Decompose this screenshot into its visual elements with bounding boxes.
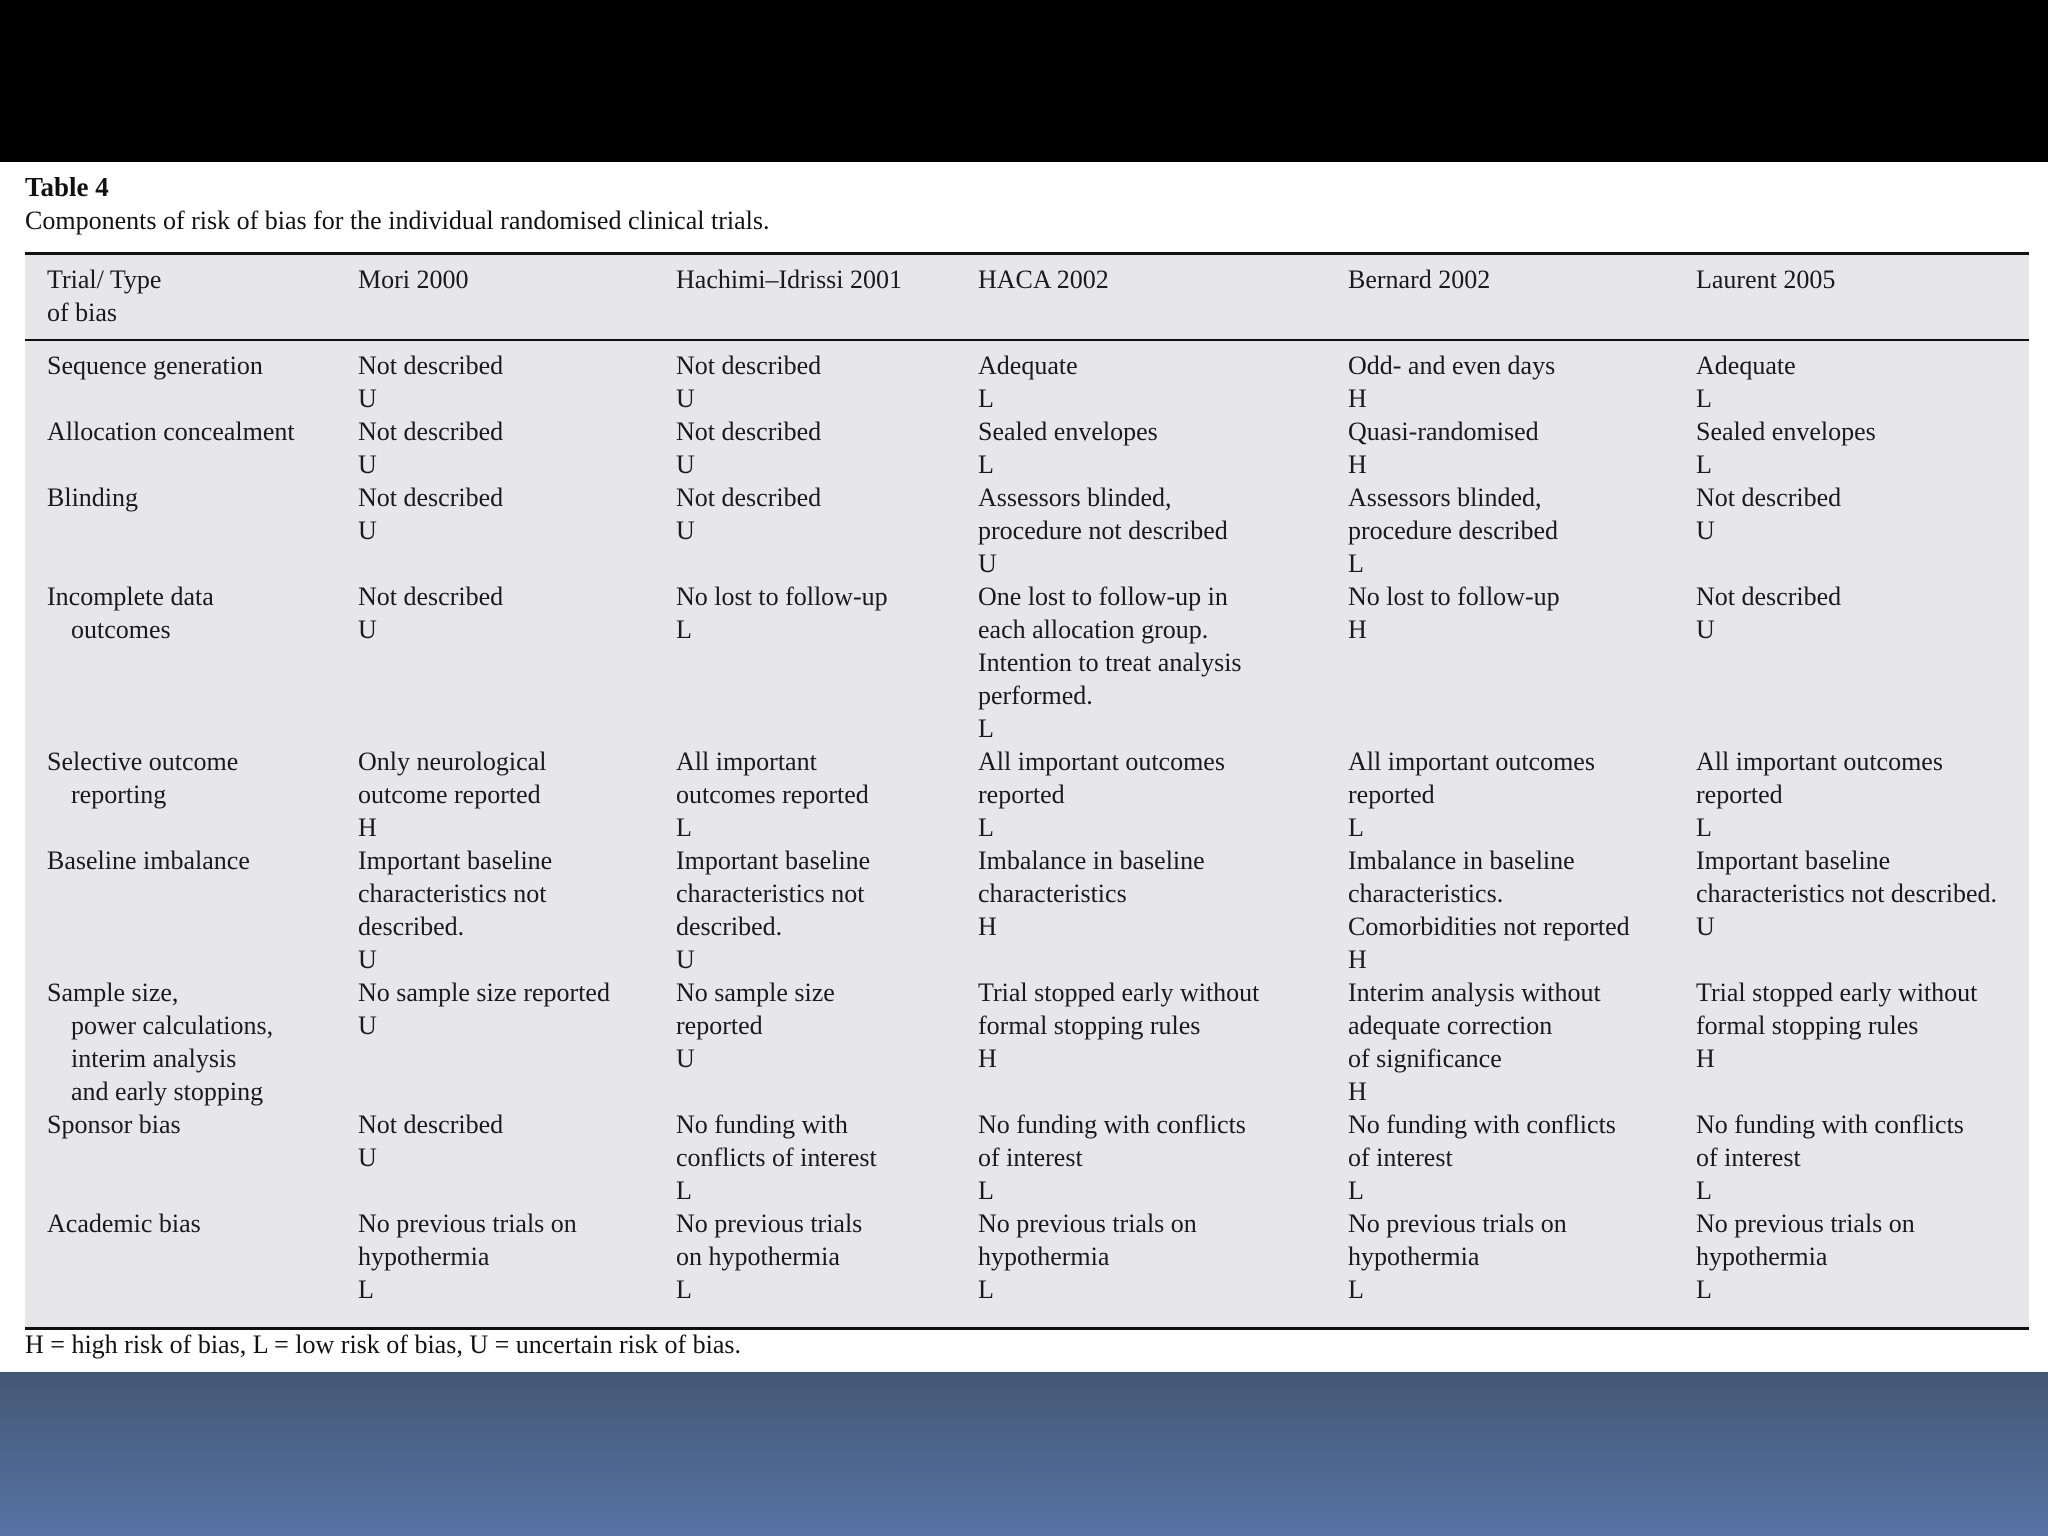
- assessment-text: each allocation group.: [978, 615, 1209, 644]
- assessment-cell: [956, 1108, 1326, 1207]
- assessment-text: No previous trials on: [978, 1209, 1197, 1238]
- column-header-text: Bernard 2002: [1348, 265, 1491, 294]
- assessment-text: reported: [1696, 780, 1783, 809]
- table-label: Table 4: [25, 172, 109, 202]
- bias-type-label: reporting: [71, 780, 167, 809]
- assessment-text: characteristics not: [358, 879, 547, 908]
- table-row: [25, 976, 2029, 1108]
- assessment-cell: [956, 976, 1326, 1108]
- assessment-text: described.: [358, 912, 465, 941]
- assessment-text: Assessors blinded,: [1348, 483, 1542, 512]
- column-header-text: Trial/ Type: [47, 265, 162, 294]
- bias-type-label: interim analysis: [71, 1044, 237, 1073]
- assessment-text: Adequate: [1696, 351, 1796, 380]
- risk-grade: L: [978, 714, 994, 743]
- bias-type-label: Sequence generation: [47, 351, 263, 380]
- assessment-text: No sample size reported: [358, 978, 610, 1007]
- table-row: [25, 415, 2029, 481]
- bottom-gradient-band: [0, 1372, 2048, 1536]
- assessment-cell: [654, 976, 956, 1108]
- assessment-text: characteristics.: [1348, 879, 1504, 908]
- assessment-text: Important baseline: [1696, 846, 1891, 875]
- risk-of-bias-table: [25, 255, 2029, 1306]
- assessment-text: Imbalance in baseline: [978, 846, 1205, 875]
- risk-grade: L: [978, 813, 994, 842]
- assessment-text: No sample size: [676, 978, 835, 1007]
- assessment-cell: [1326, 340, 1674, 415]
- assessment-cell: [336, 976, 654, 1108]
- risk-of-bias-table-container: [25, 252, 2029, 1330]
- column-header: [956, 255, 1326, 340]
- table-footnote: H = high risk of bias, L = low risk of bias, U = uncertain risk of bias.: [25, 1330, 742, 1359]
- assessment-text: reported: [978, 780, 1065, 809]
- bias-type-cell: [25, 745, 336, 844]
- column-header: [336, 255, 654, 340]
- bias-type-label: Incomplete data: [47, 582, 214, 611]
- assessment-text: procedure not described: [978, 516, 1228, 545]
- bias-type-label: Baseline imbalance: [47, 846, 250, 875]
- assessment-text: adequate correction: [1348, 1011, 1553, 1040]
- risk-grade: L: [676, 1176, 692, 1205]
- top-black-band: [0, 0, 2048, 162]
- assessment-text: No funding with: [676, 1110, 848, 1139]
- assessment-cell: [654, 415, 956, 481]
- assessment-text: characteristics: [978, 879, 1127, 908]
- risk-grade: L: [978, 450, 994, 479]
- assessment-cell: [1674, 481, 2029, 580]
- risk-grade: U: [676, 945, 695, 974]
- assessment-text: hypothermia: [978, 1242, 1110, 1271]
- assessment-text: No previous trials on: [1348, 1209, 1567, 1238]
- assessment-text: All important outcomes: [978, 747, 1225, 776]
- risk-grade: H: [978, 912, 997, 941]
- bias-type-label: Sample size,: [47, 978, 179, 1007]
- risk-grade: U: [676, 516, 695, 545]
- table-row: [25, 745, 2029, 844]
- bias-type-cell: [25, 481, 336, 580]
- column-header: [654, 255, 956, 340]
- assessment-cell: [336, 844, 654, 976]
- assessment-text: Only neurological: [358, 747, 547, 776]
- column-header-text: Laurent 2005: [1696, 265, 1836, 294]
- risk-grade: U: [676, 450, 695, 479]
- assessment-text: Intention to treat analysis: [978, 648, 1242, 677]
- table-row: [25, 580, 2029, 745]
- assessment-cell: [1326, 745, 1674, 844]
- risk-grade: L: [978, 384, 994, 413]
- assessment-cell: [336, 415, 654, 481]
- assessment-cell: [956, 1207, 1326, 1306]
- risk-grade: L: [1348, 549, 1364, 578]
- assessment-text: Not described: [676, 483, 822, 512]
- bias-type-cell: [25, 976, 336, 1108]
- risk-grade: U: [676, 1044, 695, 1073]
- assessment-cell: [1674, 580, 2029, 745]
- bias-type-cell: [25, 415, 336, 481]
- assessment-cell: [336, 340, 654, 415]
- risk-grade: L: [1348, 1176, 1364, 1205]
- risk-grade: U: [358, 945, 377, 974]
- assessment-cell: [1674, 415, 2029, 481]
- risk-grade: L: [1696, 450, 1712, 479]
- assessment-cell: [654, 580, 956, 745]
- column-header: [25, 255, 336, 340]
- bias-type-label: Blinding: [47, 483, 139, 512]
- table-caption: Components of risk of bias for the individual randomised clinical trials.: [25, 206, 770, 235]
- assessment-text: performed.: [978, 681, 1093, 710]
- risk-grade: H: [1696, 1044, 1715, 1073]
- risk-grade: U: [358, 1143, 377, 1172]
- assessment-text: Not described: [358, 417, 504, 446]
- risk-grade: U: [1696, 516, 1715, 545]
- risk-grade: U: [358, 615, 377, 644]
- assessment-text: described.: [676, 912, 783, 941]
- risk-grade: U: [358, 384, 377, 413]
- assessment-cell: [1326, 1207, 1674, 1306]
- assessment-text: of interest: [978, 1143, 1083, 1172]
- assessment-cell: [1674, 1108, 2029, 1207]
- assessment-text: Sealed envelopes: [1696, 417, 1876, 446]
- risk-grade: L: [1696, 384, 1712, 413]
- assessment-text: No funding with conflicts: [1696, 1110, 1964, 1139]
- assessment-cell: [336, 580, 654, 745]
- assessment-cell: [956, 415, 1326, 481]
- risk-grade: L: [978, 1176, 994, 1205]
- table-header-row: [25, 255, 2029, 340]
- table-row: [25, 844, 2029, 976]
- risk-grade: H: [358, 813, 377, 842]
- bias-type-label: Allocation concealment: [47, 417, 295, 446]
- bias-type-label: power calculations,: [71, 1011, 274, 1040]
- assessment-cell: [956, 340, 1326, 415]
- risk-grade: U: [978, 549, 997, 578]
- assessment-text: Not described: [676, 351, 822, 380]
- risk-grade: L: [1348, 1275, 1364, 1304]
- risk-grade: L: [1696, 1275, 1712, 1304]
- assessment-text: hypothermia: [1348, 1242, 1480, 1271]
- assessment-text: Not described: [676, 417, 822, 446]
- bias-type-label: and early stopping: [71, 1077, 264, 1106]
- assessment-text: All important: [676, 747, 817, 776]
- assessment-cell: [1674, 976, 2029, 1108]
- assessment-text: reported: [676, 1011, 763, 1040]
- risk-grade: L: [358, 1275, 374, 1304]
- assessment-cell: [336, 745, 654, 844]
- assessment-text: Not described: [1696, 582, 1842, 611]
- column-header-text: Hachimi–Idrissi 2001: [676, 265, 903, 294]
- assessment-text: Adequate: [978, 351, 1078, 380]
- assessment-cell: [654, 745, 956, 844]
- assessment-cell: [654, 844, 956, 976]
- bias-type-cell: [25, 844, 336, 976]
- bias-type-label: Sponsor bias: [47, 1110, 181, 1139]
- assessment-cell: [654, 1207, 956, 1306]
- assessment-text: All important outcomes: [1696, 747, 1943, 776]
- assessment-text: Not described: [358, 351, 504, 380]
- risk-grade: U: [676, 384, 695, 413]
- bias-type-cell: [25, 1108, 336, 1207]
- assessment-text: Important baseline: [676, 846, 871, 875]
- assessment-text: Interim analysis without: [1348, 978, 1601, 1007]
- assessment-text: of interest: [1348, 1143, 1453, 1172]
- assessment-cell: [1326, 844, 1674, 976]
- assessment-cell: [1674, 340, 2029, 415]
- bias-type-label: Selective outcome: [47, 747, 239, 776]
- column-header: [1326, 255, 1674, 340]
- assessment-text: One lost to follow-up in: [978, 582, 1228, 611]
- risk-grade: L: [676, 615, 692, 644]
- assessment-text: formal stopping rules: [1696, 1011, 1919, 1040]
- risk-grade: L: [978, 1275, 994, 1304]
- assessment-cell: [336, 481, 654, 580]
- assessment-cell: [654, 1108, 956, 1207]
- assessment-text: Comorbidities not reported: [1348, 912, 1630, 941]
- assessment-text: No funding with conflicts: [1348, 1110, 1616, 1139]
- risk-grade: L: [676, 813, 692, 842]
- risk-grade: U: [1696, 912, 1715, 941]
- assessment-cell: [1326, 1108, 1674, 1207]
- assessment-cell: [1674, 1207, 2029, 1306]
- risk-grade: L: [1696, 813, 1712, 842]
- assessment-text: procedure described: [1348, 516, 1559, 545]
- table-row: [25, 481, 2029, 580]
- assessment-text: of interest: [1696, 1143, 1801, 1172]
- risk-grade: L: [1348, 813, 1364, 842]
- assessment-text: No funding with conflicts: [978, 1110, 1246, 1139]
- column-header-text: of bias: [47, 298, 118, 327]
- assessment-cell: [1326, 580, 1674, 745]
- assessment-cell: [956, 745, 1326, 844]
- assessment-text: No lost to follow-up: [1348, 582, 1560, 611]
- assessment-text: Trial stopped early without: [978, 978, 1260, 1007]
- assessment-cell: [1674, 745, 2029, 844]
- table-body: [25, 340, 2029, 1306]
- assessment-text: Not described: [358, 582, 504, 611]
- assessment-cell: [654, 481, 956, 580]
- assessment-cell: [1326, 415, 1674, 481]
- risk-grade: H: [1348, 1077, 1367, 1106]
- assessment-text: conflicts of interest: [676, 1143, 877, 1172]
- column-header-text: HACA 2002: [978, 265, 1109, 294]
- bias-type-label: outcomes: [71, 615, 171, 644]
- assessment-cell: [654, 340, 956, 415]
- assessment-text: outcomes reported: [676, 780, 869, 809]
- slide-content: [0, 162, 2048, 1372]
- bias-type-cell: [25, 580, 336, 745]
- risk-grade: H: [1348, 384, 1367, 413]
- column-header: [1674, 255, 2029, 340]
- risk-grade: H: [978, 1044, 997, 1073]
- assessment-cell: [1326, 976, 1674, 1108]
- assessment-text: All important outcomes: [1348, 747, 1595, 776]
- assessment-text: No lost to follow-up: [676, 582, 888, 611]
- risk-grade: U: [358, 450, 377, 479]
- assessment-text: Not described: [1696, 483, 1842, 512]
- bias-type-cell: [25, 1207, 336, 1306]
- table-row: [25, 340, 2029, 415]
- assessment-text: Trial stopped early without: [1696, 978, 1978, 1007]
- risk-grade: L: [1696, 1176, 1712, 1205]
- assessment-cell: [956, 580, 1326, 745]
- assessment-text: Not described: [358, 483, 504, 512]
- assessment-text: No previous trials on: [1696, 1209, 1915, 1238]
- risk-grade: U: [358, 1011, 377, 1040]
- risk-grade: L: [676, 1275, 692, 1304]
- assessment-text: on hypothermia: [676, 1242, 840, 1271]
- risk-grade: H: [1348, 615, 1367, 644]
- assessment-text: No previous trials: [676, 1209, 863, 1238]
- bias-type-label: Academic bias: [47, 1209, 201, 1238]
- assessment-text: hypothermia: [1696, 1242, 1828, 1271]
- assessment-cell: [336, 1108, 654, 1207]
- column-header-text: Mori 2000: [358, 265, 469, 294]
- risk-grade: H: [1348, 945, 1367, 974]
- assessment-text: hypothermia: [358, 1242, 490, 1271]
- assessment-text: No previous trials on: [358, 1209, 577, 1238]
- risk-grade: U: [1696, 615, 1715, 644]
- table-row: [25, 1108, 2029, 1207]
- assessment-text: Sealed envelopes: [978, 417, 1158, 446]
- risk-grade: U: [358, 516, 377, 545]
- assessment-cell: [1326, 481, 1674, 580]
- assessment-cell: [956, 844, 1326, 976]
- assessment-text: Assessors blinded,: [978, 483, 1172, 512]
- assessment-text: characteristics not: [676, 879, 865, 908]
- assessment-cell: [956, 481, 1326, 580]
- assessment-text: Important baseline: [358, 846, 553, 875]
- risk-grade: H: [1348, 450, 1367, 479]
- assessment-text: outcome reported: [358, 780, 541, 809]
- assessment-text: reported: [1348, 780, 1435, 809]
- assessment-cell: [1674, 844, 2029, 976]
- assessment-text: characteristics not described.: [1696, 879, 1998, 908]
- assessment-text: Quasi-randomised: [1348, 417, 1539, 446]
- assessment-text: Imbalance in baseline: [1348, 846, 1575, 875]
- bias-type-cell: [25, 340, 336, 415]
- table-row: [25, 1207, 2029, 1306]
- assessment-text: Not described: [358, 1110, 504, 1139]
- assessment-text: formal stopping rules: [978, 1011, 1201, 1040]
- assessment-text: of significance: [1348, 1044, 1502, 1073]
- assessment-text: Odd- and even days: [1348, 351, 1556, 380]
- assessment-cell: [336, 1207, 654, 1306]
